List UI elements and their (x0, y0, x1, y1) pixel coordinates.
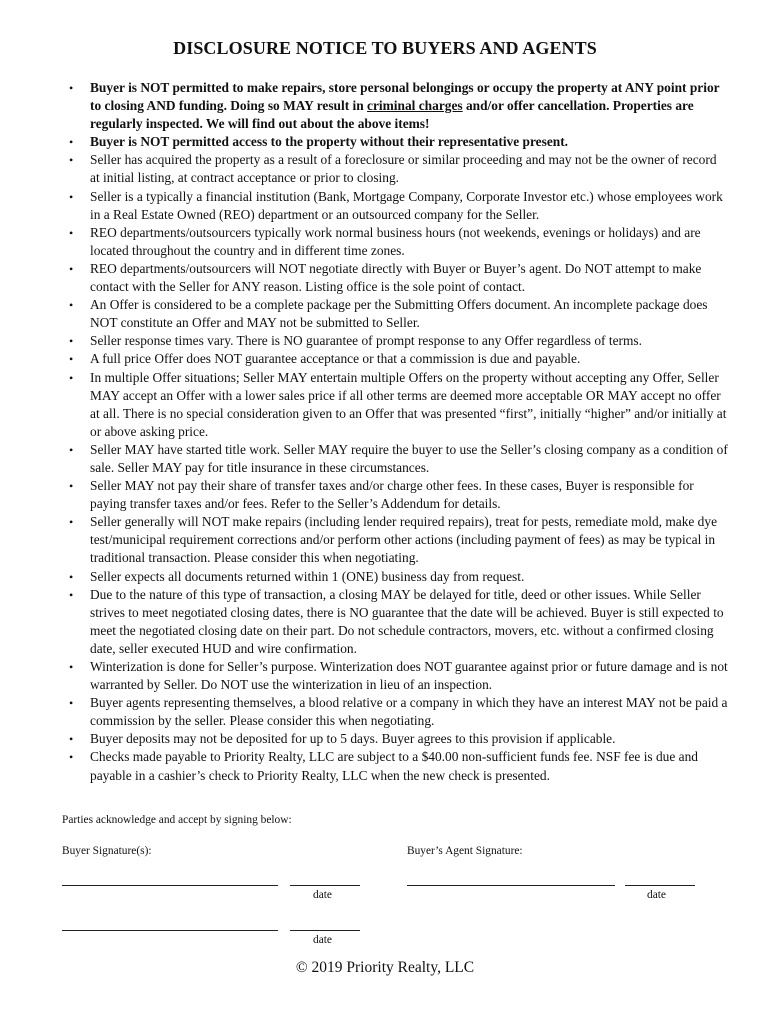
disclosure-item (66, 350, 728, 368)
bullet-icon: • (69, 750, 74, 765)
buyer-date-label-2: date (313, 934, 332, 946)
disclosure-item-text: Checks made payable to Priority Realty, LLC are subject to a $40.00 non-sufficient funds fee. NSF fee is due and payable in a cashier’s check to Priority Realty, LLC when the new check is presented. (90, 749, 699, 783)
bullet-icon: • (69, 479, 74, 494)
disclosure-item-text: REO departments/outsourcers typically work normal business hours (not weekends, evenings or holidays) and are located throughout the country and in different time zones. (90, 224, 701, 258)
disclosure-item-text: Due to the nature of this type of transaction, a closing MAY be delayed for title, deed or other issues. While Seller strives to meet negotiated closing dates, there is NO guarantee that the date will be achieved. Buyer is still expected to meet the negotiated closing date on their part. Do not schedule contractors, movers, etc. without a confirmed closing date, seller executed HUD and wire confirmation. (90, 586, 724, 656)
disclosure-item (66, 568, 728, 586)
bullet-icon: • (69, 352, 74, 367)
agent-signature-line[interactable] (407, 885, 615, 886)
item-text-part: and/or offer cancellation. Properties are regularly inspected. We will find out about the above items! (90, 98, 694, 132)
disclosure-item-text: Seller response times vary. There is NO guarantee of prompt response to any Offer regardless of terms. (90, 333, 642, 349)
disclosure-item (66, 694, 728, 730)
disclosure-item (66, 513, 728, 567)
disclosure-item-text: A full price Offer does NOT guarantee acceptance or that a commission is due and payable. (90, 351, 581, 367)
disclosure-item-text: In multiple Offer situations; Seller MAY entertain multiple Offers on the property without accepting any Offer, Seller MAY accept an Offer with a lower sales price if all other terms are deemed more acceptable OR MAY accept no offer at all. There is no special consideration given to an Offer that was presented “first”, initially “higher” and/or initially at or above asking price. (90, 369, 727, 439)
bullet-icon: • (69, 696, 74, 711)
disclosure-item-text: Buyer deposits may not be deposited for up to 5 days. Buyer agrees to this provision if applicable. (90, 731, 616, 747)
disclosure-item-text: Buyer is NOT permitted access to the property without their representative present. (90, 134, 569, 150)
bullet-icon: • (69, 81, 74, 95)
disclosure-item (66, 332, 728, 350)
bullet-icon: • (69, 569, 74, 584)
buyer-date-line-2[interactable] (290, 930, 360, 931)
disclosure-item-text: Seller is a typically a financial institution (Bank, Mortgage Company, Corporate Investor etc.) whose employees work in a Real Estate Owned (REO) department or an outsourced company for the Seller. (90, 188, 723, 222)
agent-signature-label: Buyer’s Agent Signature: (407, 845, 523, 857)
disclosure-item (66, 151, 728, 187)
bullet-icon: • (69, 189, 74, 204)
page-title: DISCLOSURE NOTICE TO BUYERS AND AGENTS (173, 38, 597, 58)
bullet-icon: • (69, 587, 74, 602)
bullet-icon: • (69, 135, 74, 150)
buyer-signature-line-1[interactable] (62, 885, 278, 886)
disclosure-item (66, 260, 728, 296)
agent-date-label: date (647, 889, 666, 901)
acknowledge-text: Parties acknowledge and accept by signing below: (62, 814, 292, 826)
disclosure-item-text: Seller expects all documents returned within 1 (ONE) business day from request. (90, 568, 525, 584)
disclosure-item (66, 477, 728, 513)
disclosure-item (66, 296, 728, 332)
disclosure-item (66, 730, 728, 748)
bullet-icon: • (69, 660, 74, 674)
disclosure-item-text: An Offer is considered to be a complete package per the Submitting Offers document. An incomplete package does NOT constitute an Offer and MAY not be submitted to Seller. (90, 297, 708, 331)
disclosure-item-text: Buyer agents representing themselves, a blood relative or a company in which they have an interest MAY not be paid a commission by the seller. Please consider this when negotiating. (90, 695, 728, 729)
bullet-icon: • (69, 153, 74, 168)
bullet-icon: • (69, 261, 74, 276)
disclosure-item (66, 79, 728, 133)
disclosure-item-text: Seller MAY have started title work. Seller MAY require the buyer to use the Seller’s closing company as a condition of sale. Seller MAY pay for title insurance in these circumstances. (90, 441, 728, 475)
disclosure-item (66, 188, 728, 224)
disclosure-item-text: Seller generally will NOT make repairs (including lender required repairs), treat for pests, remediate mold, make dye test/municipal requirement corrections and/or perform other actions (including payment of fees) as may be typical in traditional transaction. Please consider this when negotiating. (90, 514, 718, 566)
disclosure-item (66, 748, 728, 784)
disclosure-item-text (90, 80, 719, 131)
buyer-date-line-1[interactable] (290, 885, 360, 886)
buyer-signature-label: Buyer Signature(s): (62, 845, 152, 857)
disclosure-item-text: Winterization is done for Seller’s purpose. Winterization does NOT guarantee against prior or future damage and is not warranted by Seller. Do NOT use the winterization in lieu of an inspection. (90, 659, 728, 693)
copyright-footer: © 2019 Priority Realty, LLC (295, 959, 475, 976)
buyer-date-label-1: date (313, 889, 332, 901)
underlined-emphasis: criminal charges (367, 98, 463, 114)
disclosure-item (66, 441, 728, 477)
disclosure-item-text: REO departments/outsourcers will NOT negotiate directly with Buyer or Buyer’s agent. Do NOT attempt to make contact with the Seller for ANY reason. Listing office is the sole point of contact. (90, 260, 702, 295)
item-text-part: Buyer is NOT permitted to make repairs, store personal belongings or occupy the property at ANY point prior to closing AND funding. Doing so MAY result in (90, 80, 720, 114)
disclosure-item (66, 224, 728, 260)
bullet-icon: • (69, 370, 74, 385)
disclosure-item (66, 369, 728, 441)
bullet-icon: • (69, 298, 74, 313)
disclosure-item (66, 658, 728, 694)
disclosure-list (66, 79, 728, 785)
bullet-icon: • (69, 334, 74, 349)
bullet-icon: • (69, 442, 74, 457)
agent-date-line[interactable] (625, 885, 695, 886)
bullet-icon: • (69, 225, 74, 240)
disclosure-item-text: Seller MAY not pay their share of transfer taxes and/or charge other fees. In these cases, Buyer is responsible for paying transfer taxes and/or fees. Refer to the Seller’s Addendum for details. (90, 478, 694, 512)
disclosure-item (66, 133, 728, 151)
bullet-icon: • (69, 515, 74, 530)
buyer-signature-line-2[interactable] (62, 930, 278, 931)
disclosure-item (66, 586, 728, 658)
disclosure-item-text: Seller has acquired the property as a result of a foreclosure or similar proceeding and may not be the owner of record at initial listing, at contract acceptance or prior to closing. (90, 152, 717, 186)
bullet-icon: • (69, 732, 74, 747)
